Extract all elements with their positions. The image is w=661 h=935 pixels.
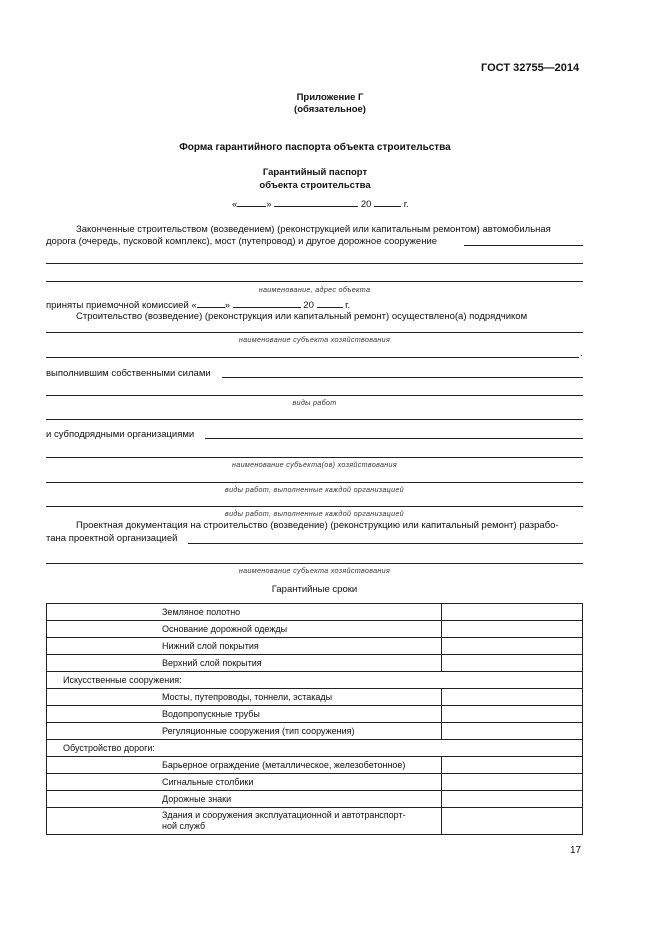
caption-works: виды работ (292, 398, 337, 407)
page-number: 17 (570, 845, 582, 856)
own-forces-label: выполнившим собственными силами (46, 368, 211, 379)
warranty-period-cell[interactable] (441, 621, 582, 638)
date-year-blank[interactable] (374, 197, 401, 207)
accepted-day-blank[interactable] (197, 298, 225, 308)
table-row (47, 689, 583, 706)
date-month-blank[interactable] (274, 197, 358, 207)
warranty-period-cell[interactable] (441, 791, 582, 808)
table-row (47, 621, 583, 638)
warranty-table-body (47, 604, 583, 835)
table-row (47, 638, 583, 655)
subcontractors-blank-3[interactable] (46, 482, 583, 483)
date-suffix: г. (403, 199, 409, 210)
subcontractors-label: и субподрядными организациями (46, 429, 195, 440)
p3-line2: тана проектной организацией (46, 533, 178, 544)
table-row (47, 672, 583, 689)
caption-entities: наименование субъекта(ов) хозяйствования (232, 460, 397, 469)
date-day-blank[interactable] (237, 197, 266, 207)
accepted-prefix: приняты приемочной комиссией « (46, 300, 197, 311)
p1-line2: дорога (очередь, пусковой комплекс), мост (путепровод) и другое дорожное сооружение (46, 236, 438, 247)
table-item-label: Водопропускные трубы (47, 706, 442, 723)
accepted-line (46, 298, 350, 311)
date-line (232, 197, 409, 210)
contractor-blank-2[interactable] (46, 357, 579, 358)
object-blank-2[interactable] (46, 263, 583, 264)
accepted-year-blank[interactable] (317, 298, 343, 308)
table-item-label-line1: Здания и сооружения эксплуатационной и автотранспорт- (162, 810, 406, 820)
warranty-period-cell[interactable] (441, 689, 582, 706)
contractor-blank-1[interactable] (46, 332, 583, 333)
object-blank-1[interactable] (464, 245, 583, 246)
caption-works-each-2: виды работ, выполненные каждой организацией (225, 509, 404, 518)
date-quote-close: » (266, 199, 272, 210)
warranty-period-cell[interactable] (441, 706, 582, 723)
table-row (47, 757, 583, 774)
table-item-label: Мосты, путепроводы, тоннели, эстакады (47, 689, 442, 706)
doc-title-line1: Гарантийный паспорт (262, 167, 368, 178)
warranty-period-cell[interactable] (441, 655, 582, 672)
design-org-blank-1[interactable] (188, 543, 583, 544)
table-row (47, 808, 583, 835)
table-item-label: Дорожные знаки (47, 791, 442, 808)
p3-line1: Проектная документация на строительство (возведение) (реконструкцию или капитальный ремонт) разрабо- (76, 520, 559, 531)
table-row (47, 791, 583, 808)
object-blank-3[interactable] (46, 281, 583, 282)
design-org-blank-2[interactable] (46, 563, 583, 564)
date-year-prefix: 20 (360, 199, 372, 210)
own-forces-blank-2[interactable] (46, 395, 583, 396)
table-item-label: Сигнальные столбики (47, 774, 442, 791)
appendix-subtitle: (обязательное) (294, 104, 366, 115)
appendix-title: Приложение Г (296, 92, 364, 103)
subcontractors-blank-1[interactable] (205, 438, 583, 439)
caption-object: наименование, адрес объекта (258, 285, 371, 294)
table-item-label: Верхний слой покрытия (47, 655, 442, 672)
own-forces-blank-3[interactable] (46, 419, 583, 420)
table-row (47, 706, 583, 723)
warranty-period-cell[interactable] (441, 604, 582, 621)
table-item-label: Барьерное ограждение (металлическое, железобетонное) (47, 757, 442, 774)
warranty-period-cell[interactable] (441, 723, 582, 740)
p2-contractor: Строительство (возведение) (реконструкция или капитальный ремонт) осуществлено(а) подрядчиком (76, 311, 528, 322)
table-item-label (47, 808, 442, 835)
p1-line1: Законченные строительством (возведением) (реконструкцией или капитальным ремонтом) автомобильная (76, 224, 551, 235)
warranty-period-cell[interactable] (441, 808, 582, 835)
table-section-label: Обустройство дороги: (47, 740, 583, 757)
form-title: Форма гарантийного паспорта объекта строительства (179, 142, 451, 153)
table-item-label: Регуляционные сооружения (тип сооружения) (47, 723, 442, 740)
warranty-period-cell[interactable] (441, 638, 582, 655)
date-quote-open: « (232, 199, 238, 210)
table-row (47, 774, 583, 791)
table-item-label: Основание дорожной одежды (47, 621, 442, 638)
table-row (47, 655, 583, 672)
subcontractors-blank-4[interactable] (46, 506, 583, 507)
table-row (47, 604, 583, 621)
accepted-suffix: г. (345, 300, 351, 311)
warranty-period-cell[interactable] (441, 757, 582, 774)
warranty-period-cell[interactable] (441, 774, 582, 791)
caption-entity-2: наименование субъекта хозяйствования (238, 566, 391, 575)
table-section-label: Искусственные сооружения: (47, 672, 583, 689)
accepted-year-prefix: 20 (303, 300, 314, 311)
accepted-month-blank[interactable] (233, 298, 301, 308)
accepted-quote-close: » (224, 300, 230, 311)
table-title: Гарантийные сроки (271, 584, 358, 595)
period-mark: . (580, 348, 583, 359)
table-item-label: Земляное полотно (47, 604, 442, 621)
caption-entity: наименование субъекта хозяйствования (238, 335, 391, 344)
subcontractors-blank-2[interactable] (46, 457, 583, 458)
table-item-label-line2: ной служб (162, 821, 206, 831)
table-item-label: Нижний слой покрытия (47, 638, 442, 655)
table-row (47, 740, 583, 757)
own-forces-blank-1[interactable] (222, 377, 583, 378)
table-row (47, 723, 583, 740)
standard-code: ГОСТ 32755—2014 (481, 62, 580, 74)
caption-works-each: виды работ, выполненные каждой организацией (225, 485, 404, 494)
warranty-table (46, 603, 583, 835)
doc-title-line2: объекта строительства (259, 180, 371, 191)
